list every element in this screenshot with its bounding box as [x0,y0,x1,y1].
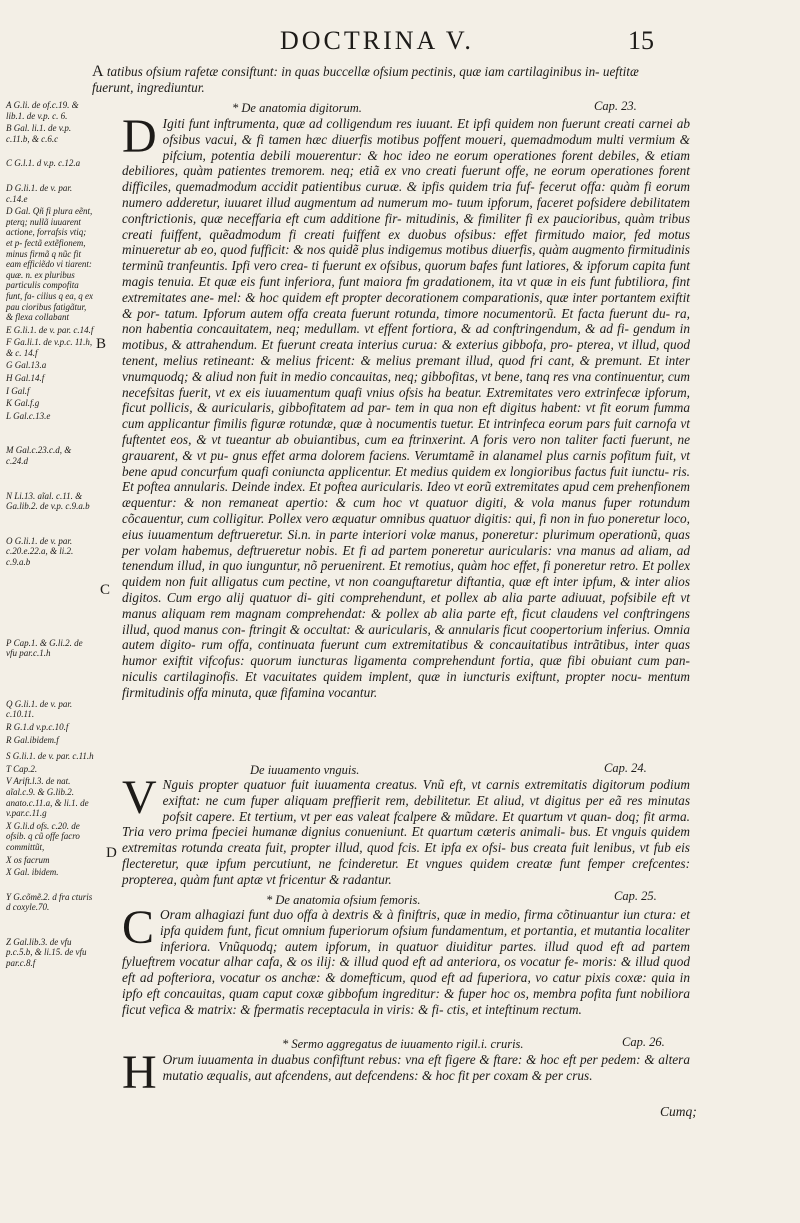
margin-note: X Gal. ibidem. [6,867,59,878]
chapter-heading: De iuuamento vnguis. [250,763,360,777]
drop-capital: D [122,110,157,163]
drop-capital: H [122,1046,157,1099]
margin-note: I Gal.f [6,385,30,396]
chapter-heading: * De anatomia ofsium femoris. [266,893,421,907]
margin-note: Z Gal.lib.3. de vfu p.c.5.b, & li.15. de vfu par.c.8.f [6,936,87,969]
chapter-number: Cap. 24. [604,761,647,775]
page-number: 15 [628,26,654,55]
drop-capital: C [122,901,155,954]
margin-note: G Gal.13.a [6,360,47,371]
chapter-text: Orum iuuamenta in duabus confiftunt rebus: vna eft figere & ftare: & hoc eft per pedem: & altera mutatio æqualis, aut afcendens, aut defcendens: & hoc fit per coxam & per crus. [162,1052,690,1083]
chapter-body [122,110,690,700]
margin-note: X G.li.d ofs. c.20. de ofsib. q cũ offe facro committũt, [6,820,80,852]
margin-note: P Cap.1. & G.li.2. de vfu par.c.1.h [6,637,83,659]
chapter-number: Cap. 23. [594,99,637,113]
margin-note: D G.li.1. de v. par. c.14.e [6,182,73,204]
chapter-text: Igiti funt inftrumenta, quæ ad colligendum res iuuant. Et ipfi quidem non fuerunt creati carnei ab ofsibus vacui, & fi tamen hæc diuerfis motibus poffent moueri, quemadmodum multi vermium & pifcium, potentia debili mouerentur: & hoc ideo ne eorum operationes forent debiles, & etiam debiliores, quàm patientes tremorem. neq; etiã ex vno creati fuerunt offe, ne eorum operationes forent difficiles, quemadmodum accidit patientibus curuæ. & ipfis quidem tria fuf- fecerut offa: quàm fi eorum numero adderetur, iuuaret illud augmentum ad numerum mo- tuum ipforum, faceret pofsidere debilitatem conftrictionis, quæ neceffaria eft cum additione fir- mitudinis, & fimiliter fi ex paucioribus, quàm tribus creati fuiffent, quẽadmodum fi creati fuiffent ex duobus ofsibus: effet firmitudo maior, fed motus minueretur ab eo, quod fufficit: & nos quidẽ plus indigemus motibus diuerfis, quàm augmento firmitudinis terminũ tranfeuntis. Ipfi vero crea- ti fuerunt ex ofsibus, quorum bafes funt latiores, & ipforum capita funt magis tenuia. Et quæ eis funt inferiora, funt maiora fm gradationem, ita vt quæ in eis funt fubtiliora, fint extremitates ane- mel: & hoc quidem eft propter decorationem comparationis, quæ inter portantem exiftit & por- tatum. Ipforum autem offa creata fuerunt rotunda, timore nocumentorũ. Et facta fuerunt du- ra, non habentia concauitatem, neq; medullam. vt effent fortiora, & ad conftringendum, & ad fi- gendum in motibus, & attrahendum. Et fuerunt creata interius curua: & exterius gibbofa, pro- pterea, vt illud, quod tenent, melius retineant: & melius fricent: & melius premant illud, quod fri cant, & premunt. Et inter vnumquodq; & aliud non fuit in medio concauitas, neq; gibbofitas, vt bene, tanq res vna continuentur, cum necefsitas fuerit, vt ex eis iuuamentum quafi vnius ofsis ha beatur. Extremitates vero extrinfecæ ipforum, ficut pollicis, & auricularis, gibbofitatem ad par- tem in qua non eft digitus habent: vt fit eorum fumma cum applicantur fimilis figuræ rotundæ, quæ à nocumentis tuetur. Et intrinfeca eorum pars fuit carnofa vt fuftentet eos, & vt tueantur ab obuiantibus, cum ea ftrinxerint. A foris vero non taliter facti fuerunt, ne grauarent, & vt pu- gnus effet arma dolorem faciens. Verumtamẽ in alanamel plus carnis pofitum fuit, vt bene apud concurfum quafi coniuncta applicentur. Et medius quidem ex longioribus factus fuit iunctu- ris. Et poftea annularis. Deinde index. Et poftea auricularis. Ideo vt eorũ extremitates apud cem prehenfionem æquentur: & non remaneat apertio: & cum hoc vt quatuor digiti, & vola manus fuper rotundum cõcauentur, cum colligitur. Pollex vero æquatur omnibus quatuor digitis: qui, fi non in fuo poneretur loco, eius iuuamentum deftrueretur. Si.n. in parte interiori volæ manus, poneretur: plurimum operationũ, quas per volam habemus, deftrueretur nobis. Et fi ad partem poneretur auricularis: vna manus ad aliam, ad tenendum illud, in quo iunguntur, nõ peruenirent. Et remotius, quàm hoc effet, fi poneretur retro. Et pollex quidem non fuit alligatus cum pectine, vt non coanguftaretur diftantia, quæ eft inter ipfum, & inter alios digitos. Cum ergo alij quatuor di- giti comprehendunt, et pollex ab alia parte adiuuat, pofsibile eft vt manus aliquam rem magnam comprehendat: & pollex ab alia parte eft, ficut claudens vel conftringens illud, quod manus con- ftringit & occultat: & auricularis, & annularis ficut coopertorium inferius. Omnia autem digito- rum offa, continuata fuerunt cum extremitatibus & concauitatibus intrãtibus, inter quas humor exiftit vifcofus: quorum iuncturas ligamenta comprehendunt fortia, quæ fibi obuiant cum pan- niculis cartilaginofis. Et vacuitates quidem implent, quæ in iuncturis exiftunt, propter nocu- mentum firmitudinis offa minuta, quæ fifamina vocantur. [122,116,690,700]
margin-note: B Gal. li.1. de v.p. c.11.b, & c.6.c [6,123,72,144]
margin-note: V Arift.l.3. de nat. aĩal.c.9. & G.lib.2. anato.c.11.a, & li.1. de v.par.c.11.g [6,776,89,819]
chapter-body [122,1046,690,1099]
chapter-number: Cap. 25. [614,889,657,903]
drop-capital: V [122,771,157,824]
chapter-text: Nguis propter quatuor fuit iuuamenta creatus. Vnũ eft, vt carnis extremitatis digitorum podium exiftat: ne cum fuper aliquam preffierit rem, debilitetur. Et aliud, vt digitus per eã res minutas pofsit capere. Et tertium, vt per eas valeat fcalpere & mũdare. Et quartum vt quan- doq; fit arma. Tria vero prima fpeciei humanæ dignius conueniunt. Et quartum cæteris animali- bus. Et vnguis quidem extremitas rotunda creata fuit, propter illud, quod fcis. Et ipfa ex ofsi- bus creata fuit lenibus, vt fub eis flecteretur, quæ ipfum percutiunt, ne fcinderetur. Et vngues quidem creatæ funt femper crefcentes: propterea, quàm funt aptæ vt fricentur & radantur. [122,777,690,887]
margin-note: Y G.cõmẽ.2. d fra cturis d coxyle.70. [6,891,93,913]
chapter-heading: * De anatomia digitorum. [232,101,362,115]
intro-lead-letter: A [92,63,104,80]
margin-note: E G.li.1. de v. par. c.14.f [6,324,94,335]
chapter-text: Oram alhagiazi funt duo offa à dextris & à finiftris, quæ in medio, firma cõtinuantur iun ctura: et ipfa quidem funt, ficut omnium fuperiorum ofsium fundamentum, et portantia, et mutantia localiter inferiora. Vnũquodq; autem ipforum, in quatuor diuiditur partes. illud quod eft ad partem fylueftrem vocatur alhar cafa, & os ilij: & illud quod eft ad anteriora, os vocatur fe- moris: & illud quod eft ad pofteriora, vocatur os anchæ: & domefticum, quod eft ad fuperiora, vo catur pixis coxæ: quia in ipfo eft concauitas, quam caput coxæ gibbofum ingreditur: & fuper hoc os, membra pofita funt nobiliora ficut vefica & matrix: & fpermatis receptacula in viris: & fi- ctis, et inteftinum rectum. [122,907,690,1017]
margin-note: H Gal.14.f [6,373,45,384]
margin-note: R G.1.d v.p.c.10.f [6,721,69,732]
margin-note: Q G.li.1. de v. par. c.10.11. [6,698,73,720]
margin-note: C G.l.1. d v.p. c.12.a [6,158,81,169]
intro-paragraph [92,64,682,95]
margin-note: S G.li.1. de v. par. c.11.h [6,751,94,762]
chapter-number: Cap. 26. [622,1035,665,1049]
margin-note: K Gal.f.g [6,398,40,409]
margin-note: R Gal.ibidem.f [6,734,59,745]
margin-note: M Gal.c.23.c.d, & c.24.d [6,445,72,467]
margin-note: D Gal. Qñ fi plura eẽnt, pterq; nullã iuuarent actione, forrafsis vtiq; et p- fectã extẽfionem, minus firmã q nũc fit eam efficiẽdo vi tiarent: quæ. n. ex pluribus particulis compofita funt, fa- cilius q ea, q ex pau cioribus fatigãtur, & flexa collabant [6,206,93,323]
margin-note: L Gal.c.13.e [6,410,51,421]
page-title: DOCTRINA V. [280,26,474,55]
section-letter: B [96,336,107,352]
margin-note: X os facrum [6,854,50,865]
chapter-body [122,771,690,888]
margin-note: F Ga.li.1. de v.p.c. 11.h, & c. 14.f [6,337,93,358]
intro-text: tatibus ofsium rafetæ consiftunt: in quas buccellæ ofsium pectinis, quæ iam cartilaginibus in- ueftitæ fuerunt, ingrediuntur. [92,64,639,95]
margin-note: O G.li.1. de v. par. c.20.e.22.a, & li.2. c.9.a.b [6,535,74,567]
margin-notes [6,100,94,971]
catchword: Cumq; [660,1104,697,1119]
margin-note: N Li.13. aĩal. c.11. & Ga.lib.2. de v.p. c.9.a.b [6,490,90,512]
section-letter: D [106,845,117,861]
section-letter: C [100,582,111,598]
chapter-body [122,901,690,1018]
margin-note: T Cap.2. [6,763,38,774]
chapter-heading: * Sermo aggregatus de iuuamento rigil.i. cruris. [282,1037,524,1051]
margin-note: A G.li. de of.c.19. & lib.1. de v.p. c. 6. [6,100,79,121]
